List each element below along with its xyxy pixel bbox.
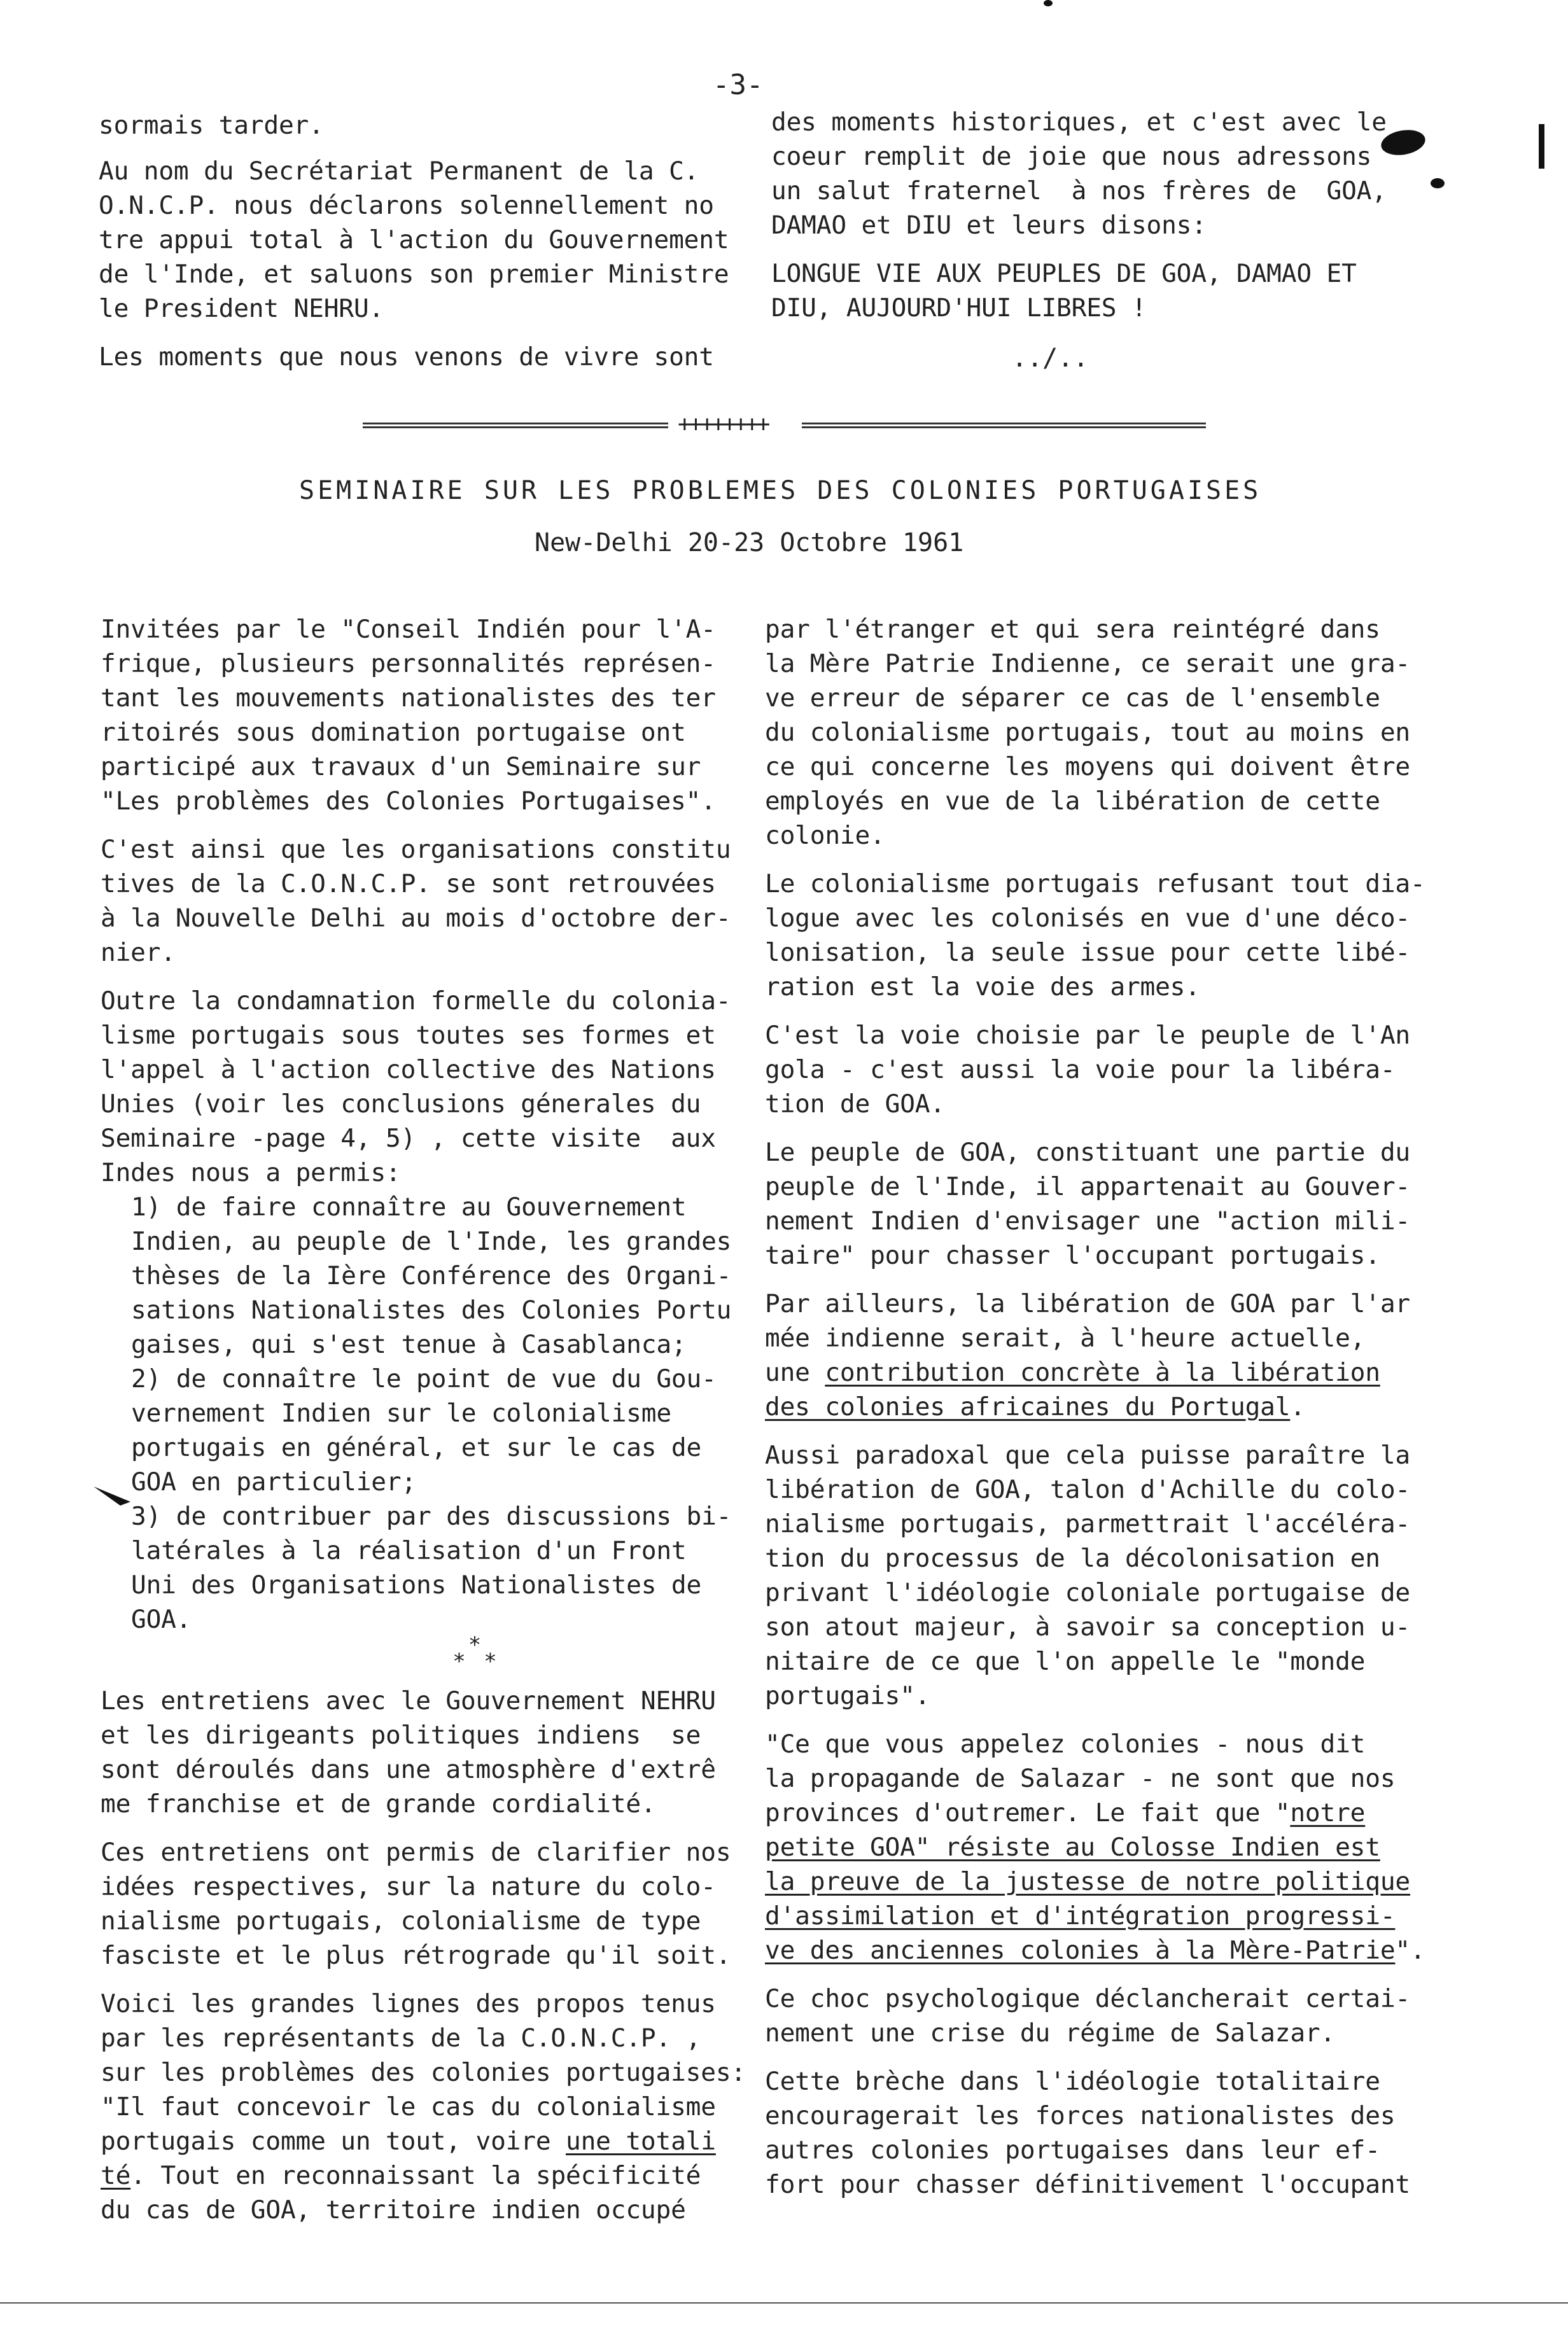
right-paragraph-6: Aussi paradoxal que cela puisse paraître la libération de GOA, talon d'Achille du colo- nialisme portugais, parmettrait l'accéléra- tion du processus de la décolonisation en privant l'idéologie coloniale portugaise de son atout majeur, à savoir sa conception u- nitaire de ce que l'on appelle le "monde portugais".	[765, 1441, 1410, 1710]
left-paragraph-1: Invitées par le "Conseil Indién pour l'A- frique, plusieurs personnalités représen- tant les mouvements nationalistes des ter ritoirés sous domination portugaise ont participé aux travaux d'un Seminaire sur "Les problèmes des Colonies Portugaises".	[101, 615, 716, 816]
article-title: SEMINAIRE SUR LES PROBLEMES DES COLONIES PORTUGAISES	[299, 476, 1262, 505]
divider-rule-left	[363, 423, 668, 428]
ink-blot-small	[1431, 178, 1445, 188]
article-left-column	[101, 612, 775, 2241]
ink-blot-top	[1044, 0, 1053, 6]
section-divider	[363, 411, 1206, 437]
right-paragraph-7-underline-5: ve des anciennes colonies à la Mère-Patrie	[765, 1936, 1396, 1965]
right-paragraph-7-underline-3: la preuve de la justesse de notre politique	[765, 1867, 1410, 1896]
right-paragraph-8: Ce choc psychologique déclancherait certai- nement une crise du régime de Salazar.	[765, 1984, 1410, 2048]
right-paragraph-7-text-a: "Ce que vous appelez colonies - nous dit la propagande de Salazar - ne sont que nos provinces d'outremer. Le fait que "	[765, 1730, 1396, 1828]
divider-rule-right	[802, 423, 1206, 428]
right-paragraph-1: par l'étranger et qui sera reintégré dans la Mère Patrie Indienne, ce serait une gra- ve erreur de séparer ce cas de l'ensemble du colonialisme portugais, tout au moins en ce qui concerne les moyens qui doivent être employés en vue de la libération de cette colonie.	[765, 615, 1410, 850]
right-paragraph-5-text-a: Par ailleurs, la libération de GOA par l'ar mée indienne serait, à l'heure actuelle, une	[765, 1289, 1410, 1387]
arrow-mark-icon	[92, 1483, 137, 1508]
right-paragraph-5-text-c: .	[1290, 1392, 1305, 1422]
section-stars: * * *	[452, 1632, 500, 1674]
article-right-column	[765, 612, 1439, 2216]
right-paragraph-5-underline-2: des colonies africaines du Portugal	[765, 1392, 1291, 1422]
left-paragraph-6-underline-2: té	[101, 2161, 131, 2190]
top-left-column	[99, 108, 773, 388]
left-paragraph-2: C'est ainsi que les organisations constitu tives de la C.O.N.C.P. se sont retrouvées à la Nouvelle Delhi au mois d'octobre der- nier.	[101, 835, 731, 967]
right-paragraph-7-underline-4: d'assimilation et d'intégration progressi-	[765, 1901, 1396, 1931]
left-paragraph-6-text-c: . Tout en reconnaissant la spécificité du cas de GOA, territoire indien occupé	[101, 2161, 701, 2225]
top-left-paragraph-2: Au nom du Secrétariat Permanent de la C. O.N.C.P. nous déclarons solennellement no tre appui total à l'action du Gouvernement de l'Inde, et saluons son premier Ministre le President NEHRU.	[99, 157, 729, 323]
right-paragraph-7-underline-2: petite GOA" résiste au Colosse Indien est	[765, 1833, 1380, 1862]
top-left-paragraph-3: Les moments que nous venons de vivre sont	[99, 342, 714, 372]
left-list-item-3: 3) de contribuer par des discussions bi- latérales à la réalisation d'un Front Uni des Organisations Nationalistes de GOA.	[131, 1502, 732, 1634]
page-number: -3-	[713, 69, 764, 101]
right-paragraph-5-underline-1: contribution concrète à la libération	[825, 1358, 1380, 1387]
left-paragraph-4: Les entretiens avec le Gouvernement NEHRU et les dirigeants politiques indiens se sont déroulés dans une atmosphère d'extrê me franchise et de grande cordialité.	[101, 1686, 716, 1819]
right-paragraph-7	[765, 1727, 1439, 1968]
continuation-mark: ../..	[1012, 344, 1089, 373]
left-paragraph-3: Outre la condamnation formelle du colonia- lisme portugais sous toutes ses formes et l'appel à l'action collective des Nations Unies (voir les conclusions génerales du Seminaire -page 4, 5) , cette visite aux Indes nous a permis:	[101, 986, 731, 1187]
divider-plus-signs: ++++++++	[678, 411, 768, 437]
left-paragraph-6-underline-1: une totali	[566, 2127, 716, 2156]
top-right-column	[771, 105, 1446, 339]
bottom-edge-line	[0, 2302, 1568, 2304]
right-paragraph-3: C'est la voie choisie par le peuple de l'An gola - c'est aussi la voie pour la libéra- tion de GOA.	[765, 1021, 1410, 1119]
article-subtitle: New-Delhi 20-23 Octobre 1961	[535, 528, 964, 557]
left-list-item-1: 1) de faire connaître au Gouvernement Indien, au peuple de l'Inde, les grandes thèses de la Ière Conférence des Organi- sations Nationalistes des Colonies Portu gaises, qui s'est tenue à Casablanca;	[131, 1192, 732, 1359]
left-paragraph-5: Ces entretiens ont permis de clarifier nos idées respectives, sur la nature du colo- nialisme portugais, colonialisme de type fasciste et le plus rétrograde qu'il soit.	[101, 1838, 731, 1970]
right-paragraph-9: Cette brèche dans l'idéologie totalitaire encouragerait les forces nationalistes des autres colonies portugaises dans leur ef- fort pour chasser définitivement l'occupant	[765, 2067, 1410, 2199]
left-paragraph-6-text-a: Voici les grandes lignes des propos tenus par les représentants de la C.O.N.C.P. , sur les problèmes des colonies portugaises: "Il faut concevoir le cas du colonialisme portugais comme un tout, voire	[101, 1989, 746, 2156]
left-list-item-2: 2) de connaître le point de vue du Gou- vernement Indien sur le colonialisme portugais en général, et sur le cas de GOA en particulier;	[131, 1364, 717, 1497]
right-paragraph-5	[765, 1287, 1439, 1424]
top-right-paragraph-1: des moments historiques, et c'est avec le coeur remplit de joie que nous adressons un salut fraternel à nos frères de GOA, DAMAO et DIU et leurs disons:	[771, 108, 1387, 240]
right-paragraph-7-text-f: ".	[1395, 1936, 1425, 1965]
left-paragraph-6	[101, 1987, 775, 2227]
top-right-paragraph-2: LONGUE VIE AUX PEUPLES DE GOA, DAMAO ET DIU, AUJOURD'HUI LIBRES !	[771, 259, 1357, 323]
margin-mark	[1539, 124, 1544, 169]
right-paragraph-4: Le peuple de GOA, constituant une partie du peuple de l'Inde, il appartenait au Gouver- nement Indien d'envisager une "action mili- taire" pour chasser l'occupant portugais.	[765, 1138, 1410, 1270]
right-paragraph-7-underline-1: notre	[1290, 1798, 1366, 1828]
right-paragraph-2: Le colonialisme portugais refusant tout dia- logue avec les colonisés en vue d'une déco- lonisation, la seule issue pour cette libé- ration est la voie des armes.	[765, 869, 1425, 1002]
top-left-paragraph-1: sormais tarder.	[99, 111, 324, 140]
